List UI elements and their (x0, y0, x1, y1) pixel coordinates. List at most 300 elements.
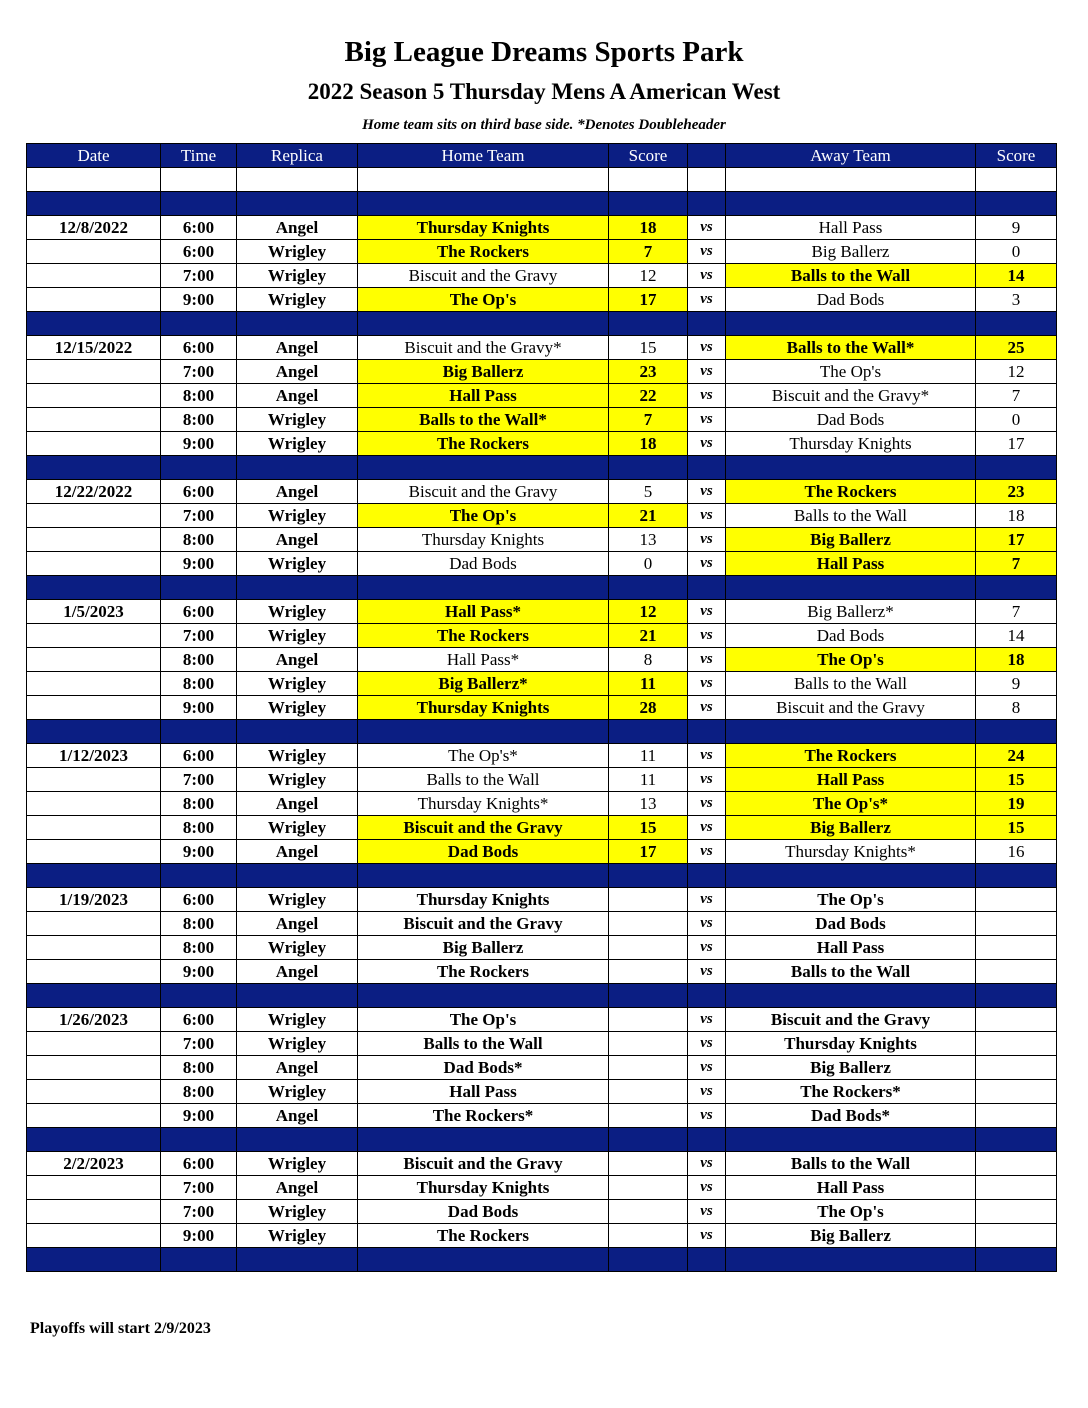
game-row (27, 792, 1057, 816)
game-row (27, 360, 1057, 384)
game-replica-field: Wrigley (237, 552, 358, 576)
home-team: Thursday Knights* (358, 792, 609, 816)
home-team: Hall Pass* (358, 600, 609, 624)
game-replica-field: Angel (237, 360, 358, 384)
home-team: Biscuit and the Gravy (358, 264, 609, 288)
col-header-vs (688, 144, 726, 168)
home-team: The Op's* (358, 744, 609, 768)
home-score: 23 (609, 360, 688, 384)
game-replica-field: Wrigley (237, 1008, 358, 1032)
away-score: 12 (976, 360, 1057, 384)
game-time: 9:00 (161, 552, 237, 576)
game-date: 1/19/2023 (27, 888, 161, 912)
col-header-replica: Replica (237, 144, 358, 168)
game-time: 7:00 (161, 504, 237, 528)
game-date: 12/22/2022 (27, 480, 161, 504)
away-score: 9 (976, 672, 1057, 696)
vs-label: vs (688, 1080, 726, 1104)
home-team: Dad Bods (358, 840, 609, 864)
week-separator-row (27, 984, 1057, 1008)
game-time: 7:00 (161, 768, 237, 792)
game-row (27, 888, 1057, 912)
game-date (27, 792, 161, 816)
away-score: 18 (976, 648, 1057, 672)
away-team: The Op's* (726, 792, 976, 816)
game-replica-field: Angel (237, 792, 358, 816)
col-header-away-score: Score (976, 144, 1057, 168)
game-date (27, 552, 161, 576)
game-date (27, 384, 161, 408)
week-separator-row (27, 864, 1057, 888)
week-separator-row (27, 1248, 1057, 1272)
home-score: 0 (609, 552, 688, 576)
vs-label: vs (688, 840, 726, 864)
vs-label: vs (688, 432, 726, 456)
vs-label: vs (688, 528, 726, 552)
game-time: 8:00 (161, 816, 237, 840)
home-score (609, 1032, 688, 1056)
vs-label: vs (688, 1032, 726, 1056)
vs-label: vs (688, 1200, 726, 1224)
col-header-date: Date (27, 144, 161, 168)
home-score (609, 936, 688, 960)
game-time: 6:00 (161, 336, 237, 360)
game-time: 8:00 (161, 1080, 237, 1104)
home-score: 17 (609, 840, 688, 864)
vs-label: vs (688, 648, 726, 672)
game-date (27, 648, 161, 672)
away-score: 0 (976, 240, 1057, 264)
home-score (609, 1008, 688, 1032)
vs-label: vs (688, 960, 726, 984)
game-date (27, 288, 161, 312)
home-score (609, 1104, 688, 1128)
home-team: Hall Pass (358, 384, 609, 408)
away-team: Hall Pass (726, 936, 976, 960)
game-replica-field: Wrigley (237, 504, 358, 528)
game-row (27, 912, 1057, 936)
game-replica-field: Angel (237, 1104, 358, 1128)
game-row (27, 408, 1057, 432)
away-team: Balls to the Wall (726, 960, 976, 984)
home-score: 11 (609, 768, 688, 792)
home-team: The Rockers* (358, 1104, 609, 1128)
game-time: 8:00 (161, 1056, 237, 1080)
game-replica-field: Wrigley (237, 744, 358, 768)
away-score: 8 (976, 696, 1057, 720)
game-date: 1/26/2023 (27, 1008, 161, 1032)
home-team: Biscuit and the Gravy (358, 816, 609, 840)
away-team: Balls to the Wall (726, 504, 976, 528)
away-team: Thursday Knights (726, 432, 976, 456)
game-date (27, 528, 161, 552)
game-row (27, 648, 1057, 672)
away-score: 3 (976, 288, 1057, 312)
away-score (976, 936, 1057, 960)
game-date (27, 408, 161, 432)
game-replica-field: Angel (237, 648, 358, 672)
game-row (27, 240, 1057, 264)
vs-label: vs (688, 912, 726, 936)
blank-row (27, 168, 1057, 192)
game-row (27, 1080, 1057, 1104)
game-date (27, 696, 161, 720)
game-row (27, 672, 1057, 696)
game-date (27, 1104, 161, 1128)
game-row (27, 1224, 1057, 1248)
game-date (27, 960, 161, 984)
home-team: Dad Bods (358, 1200, 609, 1224)
game-replica-field: Wrigley (237, 288, 358, 312)
away-score: 24 (976, 744, 1057, 768)
game-time: 8:00 (161, 672, 237, 696)
game-time: 9:00 (161, 1224, 237, 1248)
away-team: Big Ballerz (726, 816, 976, 840)
game-time: 6:00 (161, 1152, 237, 1176)
away-score: 23 (976, 480, 1057, 504)
away-score: 18 (976, 504, 1057, 528)
home-score (609, 1224, 688, 1248)
home-team: Big Ballerz* (358, 672, 609, 696)
vs-label: vs (688, 480, 726, 504)
home-score (609, 912, 688, 936)
vs-label: vs (688, 360, 726, 384)
away-team: Dad Bods (726, 912, 976, 936)
game-replica-field: Wrigley (237, 768, 358, 792)
game-date (27, 1080, 161, 1104)
game-date (27, 768, 161, 792)
game-replica-field: Wrigley (237, 432, 358, 456)
vs-label: vs (688, 744, 726, 768)
away-score: 17 (976, 432, 1057, 456)
game-replica-field: Wrigley (237, 240, 358, 264)
game-row (27, 552, 1057, 576)
header-row (27, 144, 1057, 168)
game-time: 9:00 (161, 960, 237, 984)
vs-label: vs (688, 1104, 726, 1128)
away-score (976, 960, 1057, 984)
game-row (27, 600, 1057, 624)
away-team: Hall Pass (726, 768, 976, 792)
home-score: 18 (609, 216, 688, 240)
away-team: Biscuit and the Gravy* (726, 384, 976, 408)
game-row (27, 840, 1057, 864)
game-time: 6:00 (161, 480, 237, 504)
away-score (976, 1104, 1057, 1128)
game-time: 9:00 (161, 288, 237, 312)
page-subtitle: 2022 Season 5 Thursday Mens A American West (307, 79, 781, 104)
game-time: 6:00 (161, 600, 237, 624)
away-score (976, 1056, 1057, 1080)
game-row (27, 816, 1057, 840)
home-team: Big Ballerz (358, 936, 609, 960)
game-replica-field: Wrigley (237, 600, 358, 624)
home-score: 5 (609, 480, 688, 504)
vs-label: vs (688, 600, 726, 624)
away-team: Big Ballerz (726, 240, 976, 264)
game-time: 8:00 (161, 384, 237, 408)
game-time: 9:00 (161, 696, 237, 720)
vs-label: vs (688, 216, 726, 240)
game-time: 7:00 (161, 360, 237, 384)
week-separator-row (27, 576, 1057, 600)
away-score (976, 1080, 1057, 1104)
week-separator-row (27, 456, 1057, 480)
game-time: 6:00 (161, 240, 237, 264)
game-row (27, 336, 1057, 360)
home-team: The Rockers (358, 624, 609, 648)
home-team: Balls to the Wall (358, 1032, 609, 1056)
vs-label: vs (688, 672, 726, 696)
game-time: 8:00 (161, 408, 237, 432)
game-row (27, 1008, 1057, 1032)
home-score (609, 1056, 688, 1080)
home-team: Balls to the Wall (358, 768, 609, 792)
away-score: 7 (976, 384, 1057, 408)
game-row (27, 1200, 1057, 1224)
vs-label: vs (688, 504, 726, 528)
away-team: Dad Bods* (726, 1104, 976, 1128)
game-replica-field: Angel (237, 480, 358, 504)
home-score (609, 960, 688, 984)
game-row (27, 264, 1057, 288)
game-row (27, 432, 1057, 456)
week-separator-row (27, 192, 1057, 216)
game-date (27, 1032, 161, 1056)
away-score (976, 1032, 1057, 1056)
week-separator-row (27, 312, 1057, 336)
home-score: 28 (609, 696, 688, 720)
game-replica-field: Angel (237, 336, 358, 360)
game-date (27, 1200, 161, 1224)
home-score (609, 1080, 688, 1104)
game-replica-field: Wrigley (237, 1080, 358, 1104)
game-date (27, 936, 161, 960)
away-team: The Op's (726, 888, 976, 912)
vs-label: vs (688, 240, 726, 264)
game-time: 6:00 (161, 888, 237, 912)
game-row (27, 960, 1057, 984)
game-time: 8:00 (161, 912, 237, 936)
game-time: 8:00 (161, 936, 237, 960)
week-separator-row (27, 720, 1057, 744)
away-team: The Rockers (726, 744, 976, 768)
away-score: 14 (976, 264, 1057, 288)
home-team: Thursday Knights (358, 888, 609, 912)
away-score: 16 (976, 840, 1057, 864)
vs-label: vs (688, 408, 726, 432)
home-score: 13 (609, 792, 688, 816)
home-team: Biscuit and the Gravy (358, 480, 609, 504)
game-replica-field: Wrigley (237, 816, 358, 840)
game-row (27, 624, 1057, 648)
vs-label: vs (688, 624, 726, 648)
away-team: Hall Pass (726, 1176, 976, 1200)
playoffs-note: Playoffs will start 2/9/2023 (30, 1320, 211, 1337)
home-team: Dad Bods (358, 552, 609, 576)
game-row (27, 480, 1057, 504)
away-team: Balls to the Wall (726, 264, 976, 288)
game-date: 1/12/2023 (27, 744, 161, 768)
home-score: 15 (609, 336, 688, 360)
game-replica-field: Wrigley (237, 672, 358, 696)
away-team: Hall Pass (726, 552, 976, 576)
home-score: 21 (609, 624, 688, 648)
game-time: 7:00 (161, 1176, 237, 1200)
away-team: Big Ballerz* (726, 600, 976, 624)
home-team: The Op's (358, 1008, 609, 1032)
game-replica-field: Angel (237, 1056, 358, 1080)
game-replica-field: Angel (237, 1176, 358, 1200)
home-team: Biscuit and the Gravy (358, 912, 609, 936)
game-time: 9:00 (161, 432, 237, 456)
away-score: 0 (976, 408, 1057, 432)
vs-label: vs (688, 696, 726, 720)
col-header-time: Time (161, 144, 237, 168)
game-row (27, 768, 1057, 792)
game-time: 8:00 (161, 648, 237, 672)
game-time: 6:00 (161, 744, 237, 768)
home-team: Biscuit and the Gravy (358, 1152, 609, 1176)
game-replica-field: Wrigley (237, 1224, 358, 1248)
away-score: 25 (976, 336, 1057, 360)
home-team: Hall Pass* (358, 648, 609, 672)
vs-label: vs (688, 1176, 726, 1200)
col-header-home-team: Home Team (358, 144, 609, 168)
away-team: Big Ballerz (726, 528, 976, 552)
home-score (609, 888, 688, 912)
home-score: 11 (609, 672, 688, 696)
game-replica-field: Wrigley (237, 408, 358, 432)
away-score (976, 1200, 1057, 1224)
away-score (976, 1008, 1057, 1032)
away-team: Balls to the Wall (726, 1152, 976, 1176)
game-replica-field: Wrigley (237, 936, 358, 960)
home-team: The Rockers (358, 1224, 609, 1248)
game-date (27, 912, 161, 936)
game-time: 8:00 (161, 792, 237, 816)
game-date (27, 1056, 161, 1080)
game-row (27, 1104, 1057, 1128)
home-score: 12 (609, 600, 688, 624)
game-replica-field: Angel (237, 840, 358, 864)
game-row (27, 504, 1057, 528)
away-team: Dad Bods (726, 408, 976, 432)
vs-label: vs (688, 768, 726, 792)
away-team: Big Ballerz (726, 1224, 976, 1248)
home-score: 12 (609, 264, 688, 288)
away-team: Dad Bods (726, 624, 976, 648)
away-score: 15 (976, 768, 1057, 792)
away-score (976, 888, 1057, 912)
home-team: The Op's (358, 504, 609, 528)
home-team: The Op's (358, 288, 609, 312)
game-time: 6:00 (161, 1008, 237, 1032)
vs-label: vs (688, 1152, 726, 1176)
game-row (27, 216, 1057, 240)
home-score: 7 (609, 240, 688, 264)
away-score: 7 (976, 600, 1057, 624)
game-date (27, 840, 161, 864)
game-time: 7:00 (161, 264, 237, 288)
home-score: 11 (609, 744, 688, 768)
away-team: Dad Bods (726, 288, 976, 312)
home-score (609, 1152, 688, 1176)
away-team: Biscuit and the Gravy (726, 1008, 976, 1032)
game-replica-field: Wrigley (237, 264, 358, 288)
game-replica-field: Angel (237, 216, 358, 240)
away-team: Big Ballerz (726, 1056, 976, 1080)
home-score (609, 1176, 688, 1200)
away-score: 14 (976, 624, 1057, 648)
home-score: 15 (609, 816, 688, 840)
home-team: Big Ballerz (358, 360, 609, 384)
away-team: The Rockers* (726, 1080, 976, 1104)
game-row (27, 1032, 1057, 1056)
vs-label: vs (688, 888, 726, 912)
away-team: The Rockers (726, 480, 976, 504)
schedule-table (26, 143, 1057, 1272)
home-team: Balls to the Wall* (358, 408, 609, 432)
home-team: The Rockers (358, 240, 609, 264)
away-team: Hall Pass (726, 216, 976, 240)
home-score: 17 (609, 288, 688, 312)
vs-label: vs (688, 816, 726, 840)
game-row (27, 696, 1057, 720)
vs-label: vs (688, 792, 726, 816)
game-date: 12/8/2022 (27, 216, 161, 240)
game-date (27, 504, 161, 528)
away-score: 17 (976, 528, 1057, 552)
vs-label: vs (688, 336, 726, 360)
schedule-body (27, 168, 1057, 1272)
away-team: Balls to the Wall (726, 672, 976, 696)
game-date (27, 1176, 161, 1200)
away-team: The Op's (726, 360, 976, 384)
home-team: Biscuit and the Gravy* (358, 336, 609, 360)
game-date (27, 360, 161, 384)
game-date (27, 1224, 161, 1248)
game-date: 12/15/2022 (27, 336, 161, 360)
away-score (976, 1224, 1057, 1248)
game-row (27, 1056, 1057, 1080)
game-replica-field: Wrigley (237, 1152, 358, 1176)
game-date (27, 240, 161, 264)
home-team: Thursday Knights (358, 528, 609, 552)
away-score (976, 1152, 1057, 1176)
col-header-home-score: Score (609, 144, 688, 168)
game-date (27, 672, 161, 696)
game-date (27, 432, 161, 456)
game-replica-field: Angel (237, 912, 358, 936)
away-score: 7 (976, 552, 1057, 576)
game-row (27, 936, 1057, 960)
vs-label: vs (688, 552, 726, 576)
vs-label: vs (688, 384, 726, 408)
game-replica-field: Angel (237, 528, 358, 552)
game-date (27, 816, 161, 840)
game-date (27, 624, 161, 648)
game-replica-field: Wrigley (237, 696, 358, 720)
vs-label: vs (688, 1224, 726, 1248)
game-row (27, 288, 1057, 312)
game-replica-field: Wrigley (237, 624, 358, 648)
away-team: The Op's (726, 1200, 976, 1224)
game-time: 6:00 (161, 216, 237, 240)
schedule-note: Home team sits on third base side. *Denotes Doubleheader (362, 117, 726, 133)
home-score: 7 (609, 408, 688, 432)
away-team: The Op's (726, 648, 976, 672)
